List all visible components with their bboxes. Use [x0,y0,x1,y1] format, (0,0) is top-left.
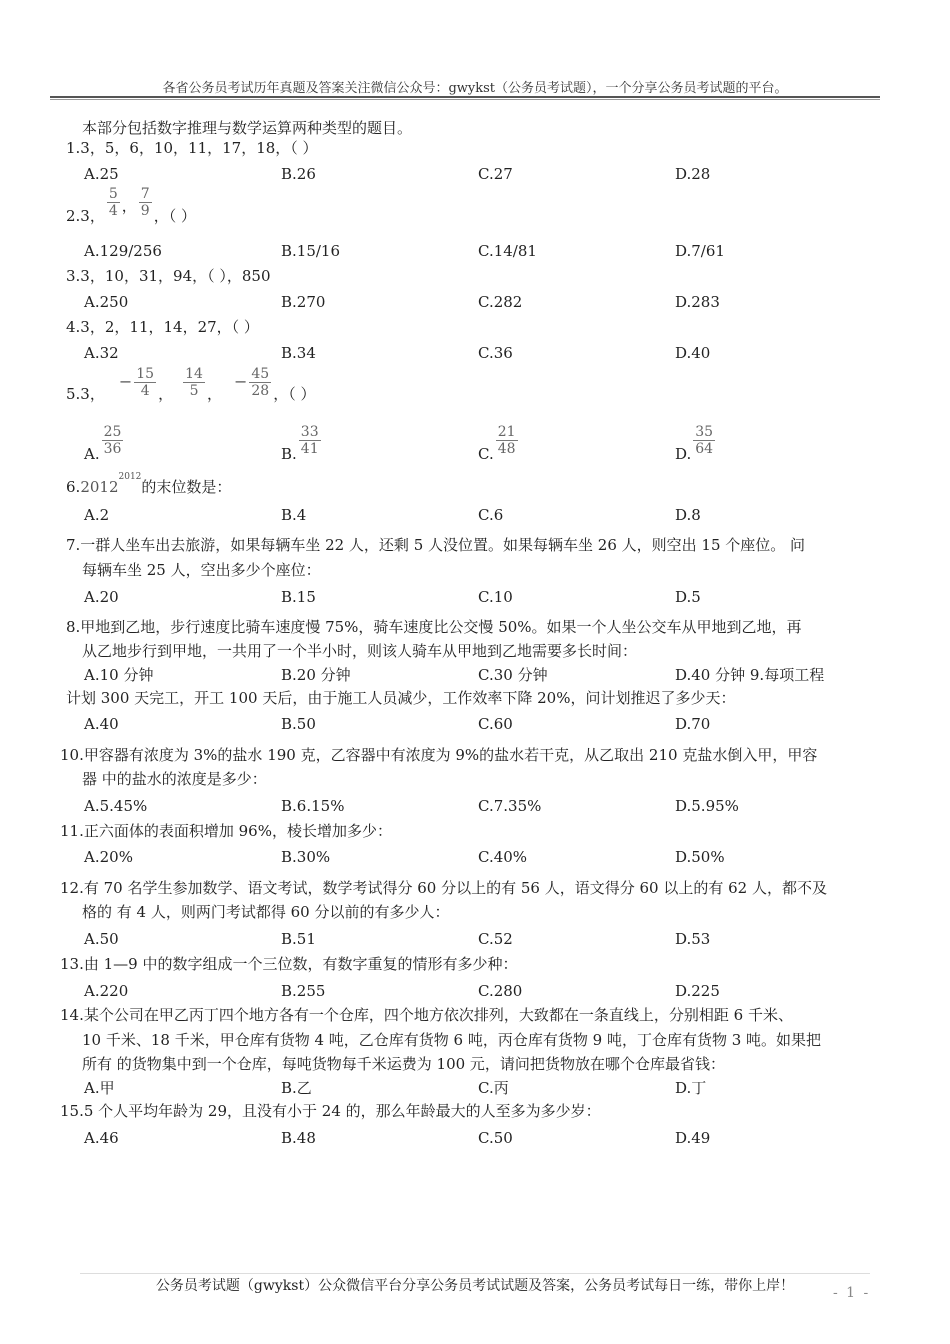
q12-option-c: C.52 [478,930,513,948]
q6-exponent: 2012 [118,472,142,482]
q8-option-a: A.10 分钟 [84,666,154,684]
q3-option-b: B.270 [281,293,326,311]
q4-option-a: A.32 [84,344,119,362]
q5-minus-1: − [118,371,133,391]
q2-option-a: A.129/256 [84,242,162,260]
question-10-line-2: 器 中的盐水的浓度是多少： [82,770,267,788]
q9-option-b: B.50 [281,715,316,733]
q13-option-d: D.225 [675,982,720,1000]
q8-option-d: D.40 分钟 9.每项工程 [675,666,825,684]
q9-option-a: A.40 [84,715,119,733]
q11-option-c: C.40% [478,848,528,866]
q1-option-b: B.26 [281,165,316,183]
q9-option-c: C.60 [478,715,513,733]
question-7-line-2: 每辆车坐 25 人，空出多少个座位： [82,561,321,579]
q15-option-c: C.50 [478,1129,513,1147]
q5-frac1-den: 4 [134,382,156,399]
q5-d-fraction [693,424,715,457]
q1-option-c: C.27 [478,165,513,183]
question-3: 3.3，10，31，94，（ ），850 [66,267,271,285]
q5-option-a [84,424,125,463]
q5-fraction-3 [249,366,271,399]
q5-frac1-num: 15 [136,366,155,382]
q5-option-d [675,424,717,463]
q5-b-fraction [299,424,321,457]
q13-option-b: B.255 [281,982,326,1000]
q8-option-b: B.20 分钟 [281,666,351,684]
q6-option-d: D.8 [675,506,701,524]
q11-option-d: D.50% [675,848,725,866]
q7-option-a: A.20 [84,588,119,606]
q3-option-c: C.282 [478,293,523,311]
question-6 [66,472,232,497]
question-4: 4.3，2，11，14，27，（ ） [66,318,259,336]
q14-option-d: D.丁 [675,1079,707,1097]
q13-option-a: A.220 [84,982,129,1000]
q2-suffix: ，（ ） [153,206,196,225]
q3-option-d: D.283 [675,293,720,311]
question-13: 13.由 1—9 中的数字组成一个三位数，有数字重复的情形有多少种： [60,955,518,973]
q7-option-b: B.15 [281,588,316,606]
q7-option-d: D.5 [675,588,701,606]
q11-option-a: A.20% [84,848,133,866]
q11-option-b: B.30% [281,848,331,866]
q5-frac2-num: 14 [185,366,203,382]
q5-c-den: 48 [497,441,516,457]
q15-option-a: A.46 [84,1129,119,1147]
q5-frac3-den: 28 [251,383,270,399]
q2-frac1-num: 5 [108,186,118,202]
q5-d-label: D. [675,444,692,463]
q14-option-c: C.丙 [478,1079,509,1097]
q6-prefix: 6. [66,478,81,496]
intro-text: 本部分包括数字推理与数学运算两种类型的题目。 [82,119,413,137]
q2-prefix: 2.3， [66,206,105,225]
q15-option-d: D.49 [675,1129,711,1147]
q6-suffix: 的末位数是： [141,478,232,496]
q6-option-b: B.4 [281,506,307,524]
q2-option-b: B.15/16 [281,242,341,260]
q10-option-b: B.6.15% [281,797,345,815]
question-2 [66,186,196,225]
q7-option-c: C.10 [478,588,513,606]
page-header: 各省公务员考试历年真题及答案关注微信公众号：gwykst（公务员考试题），一个分享公务员考试题的平台。 [162,81,788,96]
q14-option-b: B.乙 [281,1079,312,1097]
page-footer: 公务员考试题（gwykst）公众微信平台分享公务员考试试题及答案，公务员考试每日一练，带你上岸！ [155,1278,795,1294]
q6-option-a: A.2 [84,506,110,524]
q5-a-num: 25 [103,424,122,440]
q4-option-d: D.40 [675,344,711,362]
q3-option-a: A.250 [84,293,129,311]
q5-c-num: 21 [497,424,516,440]
q2-frac1-den: 4 [108,203,118,219]
q5-suffix: ，（ ） [273,384,316,403]
question-12-line-2: 格的 有 4 人，则两门考试都得 60 分以前的有多少人： [82,903,450,921]
q4-option-c: C.36 [478,344,513,362]
q5-comma-2: ， [206,384,222,403]
q13-option-c: C.280 [478,982,523,1000]
q5-fraction-1 [134,366,156,399]
q9-option-d: D.70 [675,715,711,733]
footer-rule [80,1273,870,1274]
q5-a-fraction [102,424,124,457]
q10-option-d: D.5.95% [675,797,739,815]
q5-a-den: 36 [103,441,122,457]
header-rule-thin [50,99,880,100]
question-10-line-1: 10.甲容器有浓度为 3%的盐水 190 克，乙容器中有浓度为 9%的盐水若干克，从乙取出 210 克盐水倒入甲，甲容 [60,746,818,764]
q1-option-d: D.28 [675,165,711,183]
q12-option-a: A.50 [84,930,119,948]
q5-prefix: 5.3， [66,384,105,403]
q12-option-b: B.51 [281,930,316,948]
q15-option-b: B.48 [281,1129,316,1147]
q6-base: 2012 [80,478,119,496]
q14-option-a: A.甲 [84,1079,115,1097]
q5-c-label: C. [478,444,494,463]
q4-option-b: B.34 [281,344,316,362]
question-8-line-2: 从乙地步行到甲地，一共用了一个半小时，则该人骑车从甲地到乙地需要多长时间： [82,642,638,660]
page-number: - 1 - [833,1285,871,1301]
q5-frac2-den: 5 [183,382,205,399]
q10-option-a: A.5.45% [84,797,148,815]
q5-frac3-num: 45 [251,366,270,382]
q5-b-num: 33 [300,424,319,440]
header-rule [50,96,880,98]
q5-c-fraction [496,424,518,457]
q12-option-d: D.53 [675,930,711,948]
q2-option-d: D.7/61 [675,242,725,260]
q5-comma-1: ， [158,384,174,403]
question-15: 15.5 个人平均年龄为 29，且没有小于 24 的，那么年龄最大的人至多为多少岁： [60,1102,601,1120]
q5-a-label: A. [84,444,100,463]
q5-fraction-2 [183,366,205,399]
question-14-line-1: 14.某个公司在甲乙丙丁四个地方各有一个仓库，四个地方依次排列，大致都在一条直线上，分别相距 6 千米、 [60,1006,793,1024]
question-1: 1.3，5，6，10，11，17，18，（ ） [66,139,318,157]
q5-b-label: B. [281,444,297,463]
q2-fraction-1 [107,186,120,219]
q8-option-c: C.30 分钟 [478,666,548,684]
question-11: 11.正六面体的表面积增加 96%，棱长增加多少： [60,822,392,840]
q5-d-den: 64 [695,441,714,457]
q5-d-num: 35 [695,424,714,440]
q5-minus-2: − [233,371,248,391]
question-7-line-1: 7.一群人坐车出去旅游，如果每辆车坐 22 人，还剩 5 人没位置。如果每辆车坐 26 人，则空出 15 个座位。 问 [66,536,806,554]
q10-option-c: C.7.35% [478,797,542,815]
q5-option-b [281,424,323,463]
q2-option-c: C.14/81 [478,242,537,260]
question-12-line-1: 12.有 70 名学生参加数学、语文考试，数学考试得分 60 分以上的有 56 人，语文得分 60 以上的有 62 人，都不及 [60,879,827,897]
question-14-line-2: 10 千米、18 千米，甲仓库有货物 4 吨，乙仓库有货物 6 吨，丙仓库有货物 9 吨，丁仓库有货物 3 吨。如果把 [82,1031,822,1049]
question-8-line-1: 8.甲地到乙地，步行速度比骑车速度慢 75%，骑车速度比公交慢 50%。如果一个人坐公交车从甲地到乙地，再 [66,618,802,636]
question-9: 计划 300 天完工，开工 100 天后，由于施工人员减少，工作效率下降 20%，问计划推迟了多少天： [66,689,736,707]
q2-separator: ， [121,196,137,215]
q6-option-c: C.6 [478,506,504,524]
q5-b-den: 41 [300,441,319,457]
question-14-line-3: 所有 的货物集中到一个仓库，每吨货物每千米运费为 100 元，请问把货物放在哪个仓库最省钱： [82,1055,725,1073]
q2-frac2-num: 7 [140,186,150,202]
question-5 [66,366,316,403]
q5-option-c [478,424,520,463]
q2-fraction-2 [139,186,152,219]
q1-option-a: A.25 [84,165,119,183]
q2-frac2-den: 9 [140,203,150,219]
